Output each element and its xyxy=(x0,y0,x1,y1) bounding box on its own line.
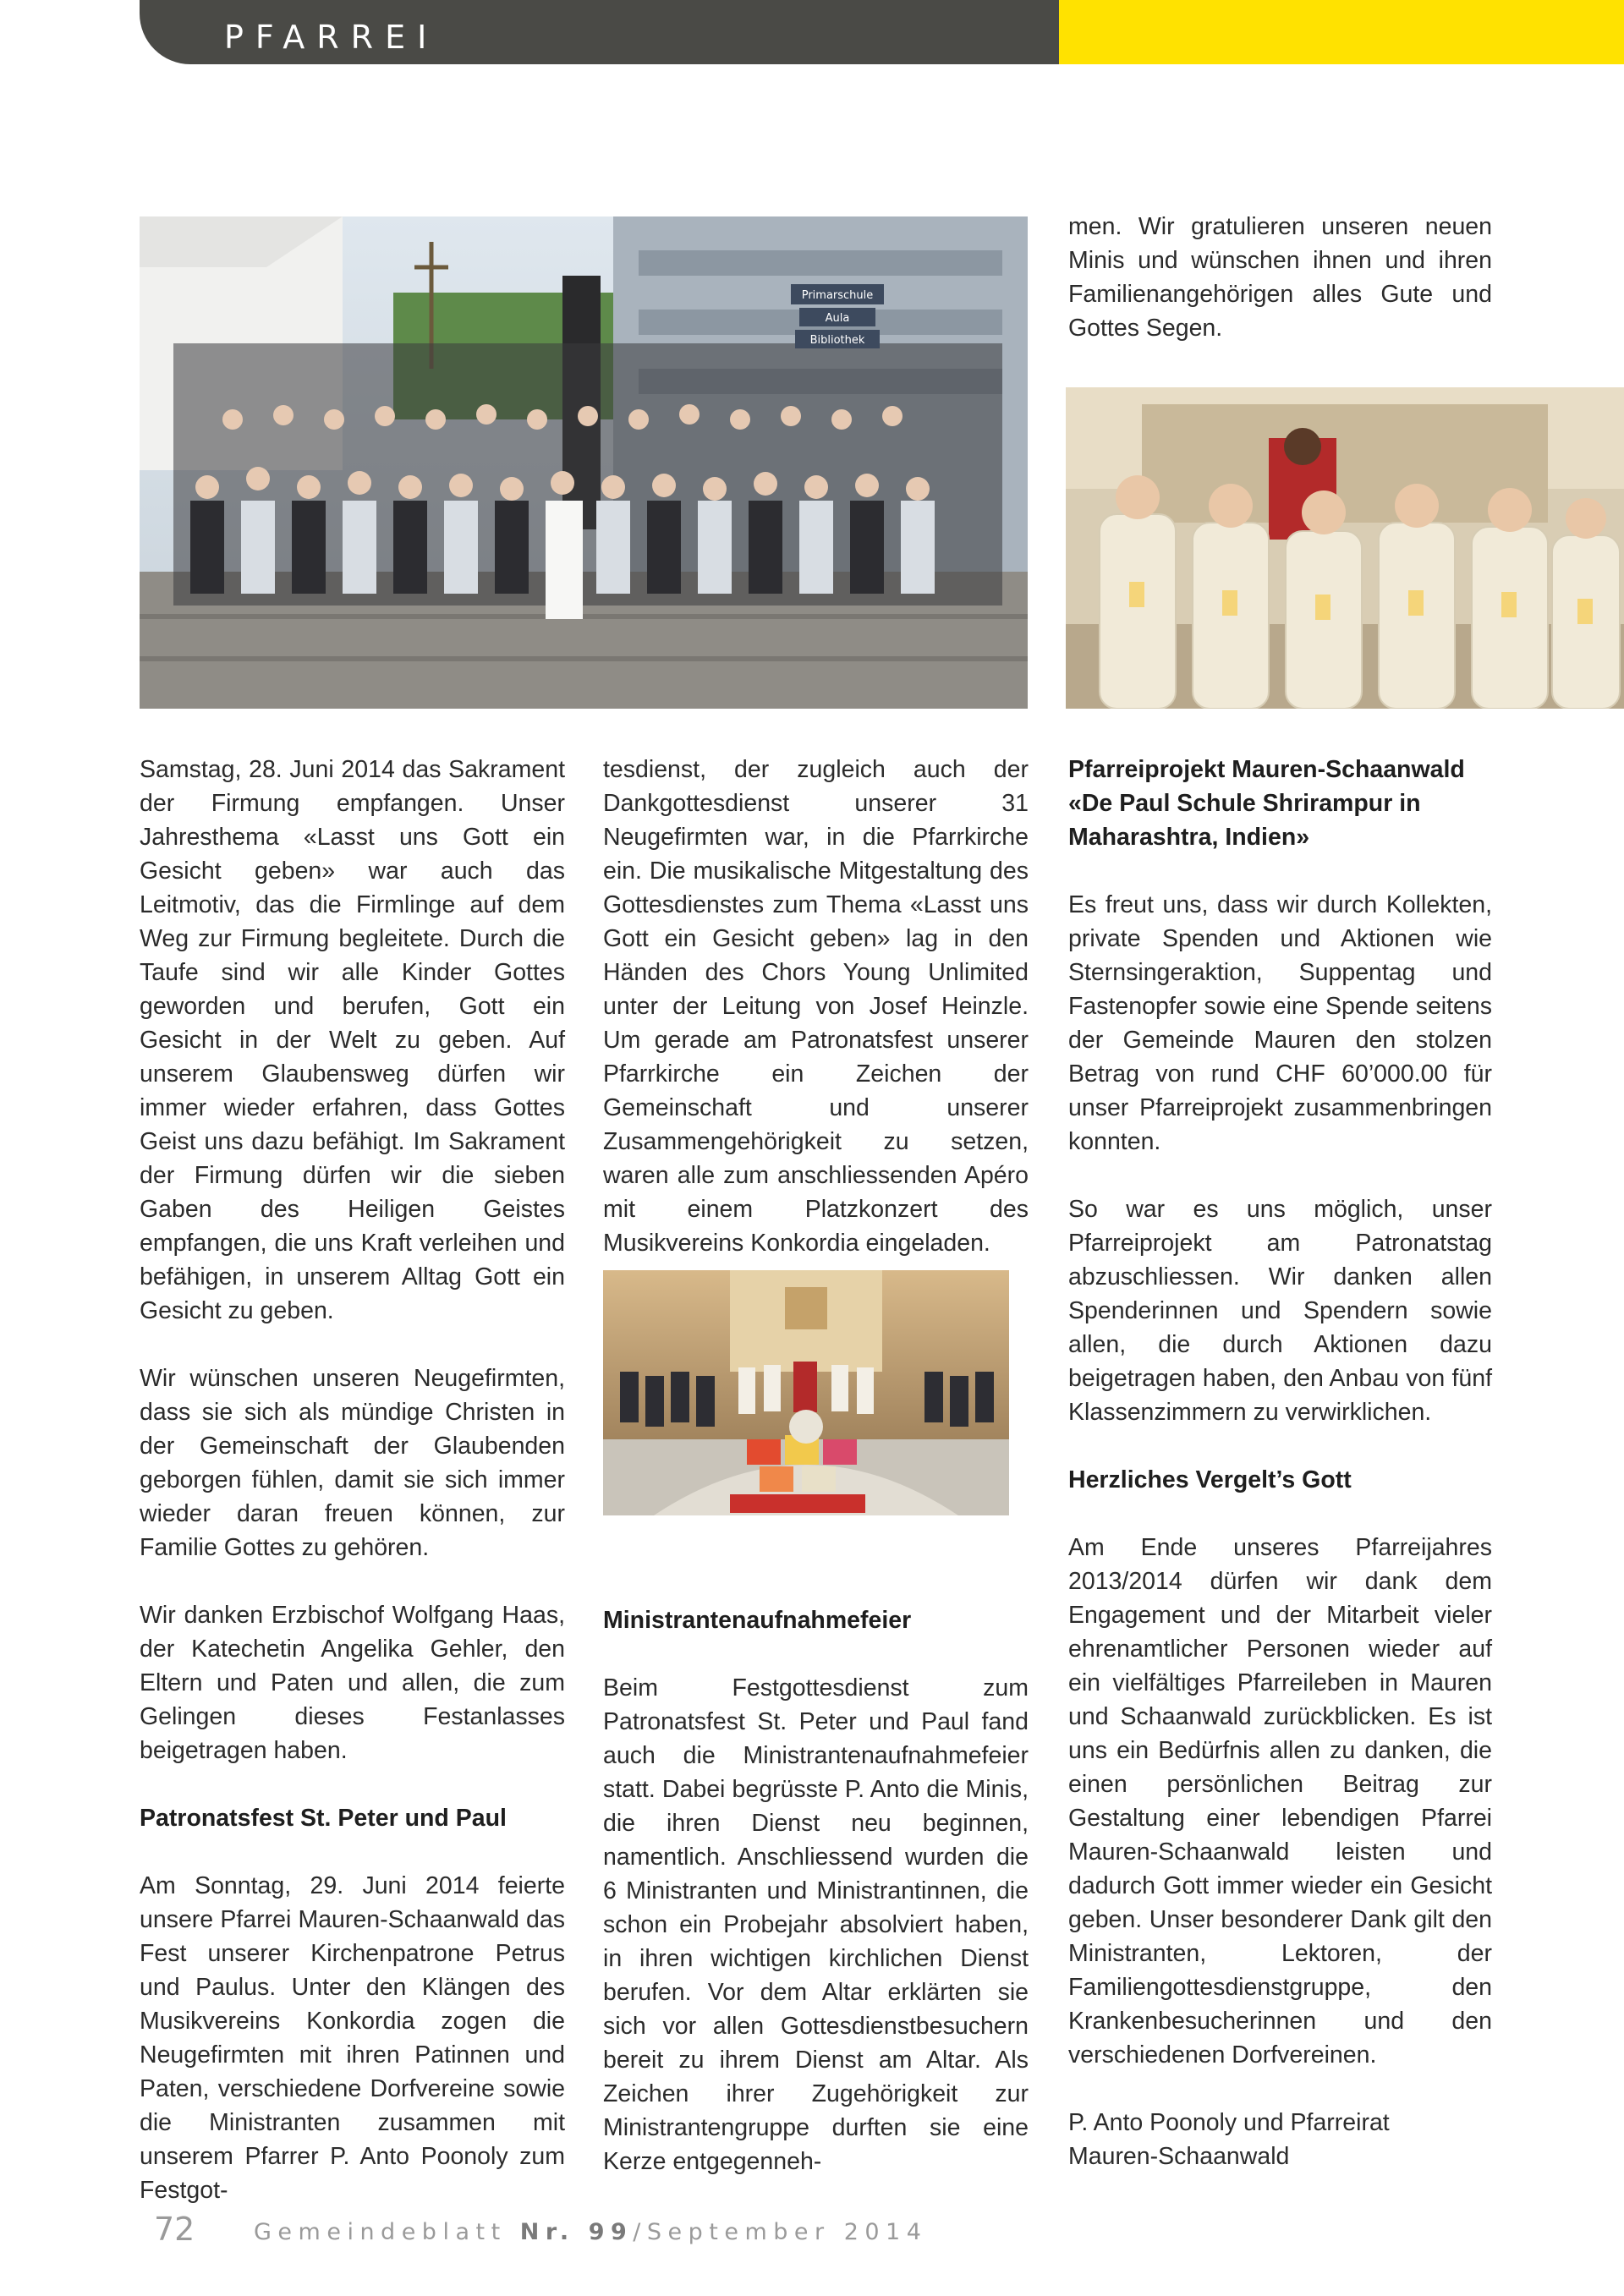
ministranten-photo xyxy=(1066,387,1624,709)
sign-bibliothek: Bibliothek xyxy=(809,334,865,347)
column-3 xyxy=(1068,753,1492,2173)
paragraph-congratulation: men. Wir gratulieren unseren neuen Minis und wünschen ihnen und ihren Familienangehörigen alles Gute und Gottes Segen. xyxy=(1068,213,1492,342)
sign-primarschule: Primarschule xyxy=(801,289,874,302)
footer-date: September 2014 xyxy=(646,2219,928,2245)
heading-pfarreiprojekt-line2: «De Paul Schule Shrirampur in Maharashtra, Indien» xyxy=(1068,790,1421,851)
paragraph-spenden: Es freut uns, dass wir durch Kollekten, private Spenden und Aktionen wie Sternsingeraktion, Suppentag und Fastenopfer sowie eine Spende seitens der Gemeinde Mauren den stolzen Betrag von rund CHF 60’000.00 für unser Pfarreiprojekt zusammenbringen konnten. xyxy=(1068,891,1492,1155)
paragraph-wishes: Wir wünschen unseren Neugefirmten, dass sie sich als mündige Christen in der Gemeinschaft der Glaubenden geborgen fühlen, damit sie sich immer wieder daran freuen können, zur Familie Gottes zu gehören. xyxy=(140,1365,565,1561)
signature-line1: P. Anto Poonoly und Pfarreirat xyxy=(1068,2109,1390,2136)
footer-issue-number: 99 xyxy=(588,2219,634,2245)
section-title: PFARREI xyxy=(224,19,439,56)
footer-publication-name: Gemeindeblatt xyxy=(254,2219,507,2245)
sign-aula: Aula xyxy=(825,312,850,325)
group-photo xyxy=(140,216,1028,709)
page-number: 72 xyxy=(154,2211,195,2248)
heading-ministrantenaufnahmefeier: Ministrantenaufnahmefeier xyxy=(603,1607,912,1634)
column-2 xyxy=(603,753,1029,1260)
church-interior-photo xyxy=(603,1270,1009,1515)
signature xyxy=(1068,2106,1492,2173)
paragraph-firmung: Samstag, 28. Juni 2014 das Sakrament der Firmung empfangen. Unser Jahresthema «Lasst uns Gott ein Gesicht geben» war auch das Leitmotiv, das die Firmlinge auf dem Weg zur Firmung begleitete. Durch die Taufe sind wir alle Kinder Gottes geworden und berufen, Gott ein Gesicht in der Welt zu geben. Auf unserem Glaubensweg dürfen wir immer wieder erfahren, dass Gottes Geist uns dazu befähigt. Im Sakrament der Firmung dürfen wir die sieben Gaben des Heiligen Geistes empfangen, die uns Kraft verleihen und befähigen, in unserem Alltag Gott ein Gesicht zu geben. xyxy=(140,756,565,1324)
paragraph-festgottesdienst: tesdienst, der zugleich auch der Dankgottesdienst unserer 31 Neugefirmten war, in die Pfarrkirche ein. Die musikalische Mitgestaltung des Gottesdienstes zum Thema «Lasst uns Gott ein Gesicht geben» lag in den Händen des Chors Young Unlimited unter der Leitung von Josef Heinzle. Um gerade am Patronatsfest unserer Pfarrkirche ein Zeichen der Gemeinschaft und unserer Zusammengehörigkeit zu setzen, waren alle zum anschliessenden Apéro mit einem Platzkonzert des Musikvereins Konkordia eingeladen. xyxy=(603,756,1029,1257)
heading-pfarreiprojekt xyxy=(1068,753,1492,854)
column-2-lower xyxy=(603,1603,1029,2178)
heading-vergelts-gott: Herzliches Vergelt’s Gott xyxy=(1068,1466,1352,1493)
heading-pfarreiprojekt-line1: Pfarreiprojekt Mauren-Schaanwald xyxy=(1068,756,1465,783)
column-3-top xyxy=(1068,210,1492,345)
paragraph-projekt-abschluss: So war es uns möglich, unser Pfarreiprojekt am Patronatstag abzuschliessen. Wir danken allen Spenderinnen und Spendern sowie allen, die durch Aktionen dazu beigetragen haben, den Anbau von fünf Klassenzimmern zu verwirklichen. xyxy=(1068,1196,1492,1426)
header-accent-bar xyxy=(1059,0,1624,64)
heading-patronatsfest: Patronatsfest St. Peter und Paul xyxy=(140,1805,507,1832)
paragraph-pfarreijahr: Am Ende unseres Pfarreijahres 2013/2014 dürfen wir dank dem Engagement und der Mitarbeit vieler ehrenamtlicher Personen wieder auf ein vielfältiges Pfarreileben in Mauren und Schaanwald zurückblicken. Es ist uns ein Bedürfnis allen zu danken, die einen persönlichen Beitrag zur Gestaltung einer lebendigen Pfarrei Mauren-Schaanwald leisten und dadurch Gott immer wieder ein Gesicht geben. Unser besonderer Dank gilt den Ministranten, Lektoren, der Familiengottesdienstgruppe, den Krankenbesucherinnen und den verschiedenen Dorfvereinen. xyxy=(1068,1534,1492,2069)
paragraph-patronatsfest: Am Sonntag, 29. Juni 2014 feierte unsere Pfarrei Mauren-Schaanwald das Fest unserer Kirchenpatrone Petrus und Paulus. Unter den Klängen des Musikvereins Konkordia zogen die Neugefirmten mit ihren Patinnen und Paten, verschiedene Dorfvereine sowie die Ministranten zusammen mit unserem Pfarrer P. Anto Poonoly zum Festgot- xyxy=(140,1872,565,2204)
column-1 xyxy=(140,753,565,2207)
paragraph-ministranten: Beim Festgottesdienst zum Patronatsfest St. Peter und Paul fand auch die Ministrantenaufnahmefeier statt. Dabei begrüsste P. Anto die Minis, die ihren Dienst neu beginnen, namentlich. Anschliessend wurden die 6 Ministranten und Ministrantinnen, die schon ein Probejahr absolviert haben, in ihren wichtigen kirchlichen Dienst berufen. Vor dem Altar erklärten sie sich vor allen Gottesdienstbesuchern bereit zu ihrem Dienst am Altar. Als Zeichen ihrer Zugehörigkeit zur Ministrantengruppe durften sie eine Kerze entgegenneh- xyxy=(603,1674,1029,2175)
paragraph-thanks: Wir danken Erzbischof Wolfgang Haas, der Katechetin Angelika Gehler, den Eltern und Paten und allen, die zum Gelingen dieses Festanlasses beigetragen haben. xyxy=(140,1602,565,1764)
footer-separator: / xyxy=(633,2219,647,2245)
footer-nr-label: Nr. xyxy=(519,2219,575,2245)
footer-publication xyxy=(254,2219,927,2245)
signature-line2: Mauren-Schaanwald xyxy=(1068,2143,1290,2170)
